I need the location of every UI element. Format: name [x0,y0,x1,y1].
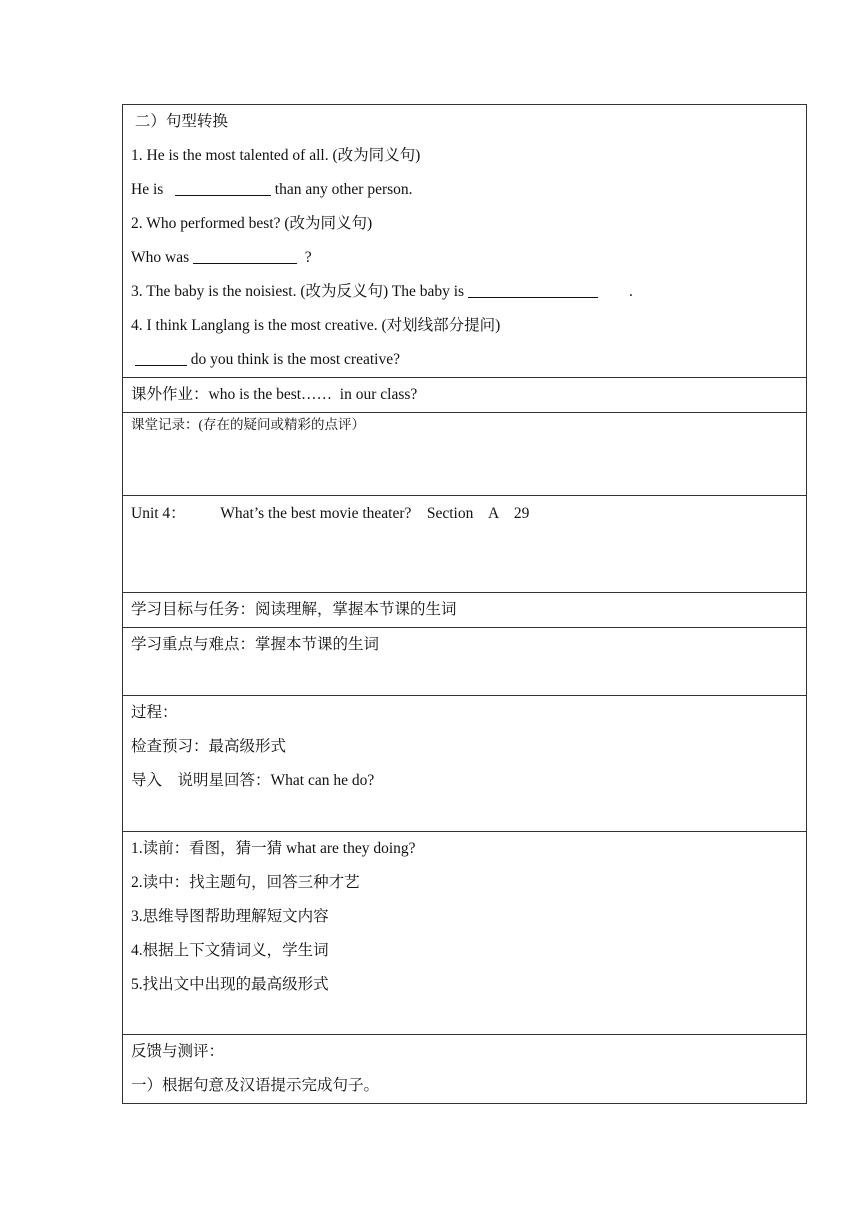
section-heading: 二）句型转换 [131,113,228,130]
answer-1-blank[interactable] [175,179,271,196]
answer-4 [131,343,798,377]
answer-2-prefix: Who was [131,249,193,266]
unit-title-row [123,496,807,593]
question-2: 2. Who performed best? (改为同义句) [131,215,373,232]
process-row [123,696,807,832]
question-4: 4. I think Langlang is the most creative. (对划线部分提问) [131,317,501,334]
homework-text: 课外作业：who is the best…… in our class? [131,386,418,403]
answer-1-suffix: than any other person. [270,181,413,198]
key-points-row [123,628,807,696]
process-check: 检查预习：最高级形式 [131,738,287,755]
process-label: 过程： [131,704,178,721]
reading-step: 3.思维导图帮助理解短文内容 [131,908,329,925]
reading-step: 5.找出文中出现的最高级形式 [131,976,329,993]
reading-steps-row [123,832,807,1035]
feedback-label: 反馈与测评： [131,1043,225,1060]
lesson-plan-table [122,104,807,1104]
answer-1-prefix: He is [131,181,175,198]
class-record-row [123,413,807,496]
question-1: 1. He is the most talented of all. (改为同义句) [131,147,421,164]
objectives-text: 学习目标与任务：阅读理解，掌握本节课的生词 [131,601,457,618]
unit-title: Unit 4： What’s the best movie theater? Section A 29 [131,505,530,522]
answer-4-suffix: do you think is the most creative? [186,351,400,368]
homework-row [123,378,807,413]
answer-1 [131,173,798,207]
objectives-row [123,593,807,628]
question-3 [131,275,798,309]
answer-2-suffix: ? [297,249,312,266]
reading-step: 1.读前：看图，猜一猜 what are they doing? [131,840,416,857]
question-3-prefix: 3. The baby is the noisiest. (改为反义句) The baby is [131,283,468,300]
reading-step: 2.读中：找主题句，回答三种才艺 [131,874,360,891]
answer-2-blank[interactable] [193,247,297,264]
answer-3-blank[interactable] [468,281,598,298]
process-intro: 导入 说明星回答：What can he do? [131,772,375,789]
answer-4-blank[interactable] [135,349,187,366]
question-3-suffix: . [597,283,633,300]
reading-step: 4.根据上下文猜词义，学生词 [131,942,329,959]
sentence-transform-row [123,105,807,378]
feedback-row [123,1035,807,1104]
key-points-text: 学习重点与难点：掌握本节课的生词 [131,636,380,653]
answer-2 [131,241,798,275]
class-record-text: 课堂记录：(存在的疑问或精彩的点评） [131,417,365,432]
feedback-item-1: 一）根据句意及汉语提示完成句子。 [131,1077,380,1094]
